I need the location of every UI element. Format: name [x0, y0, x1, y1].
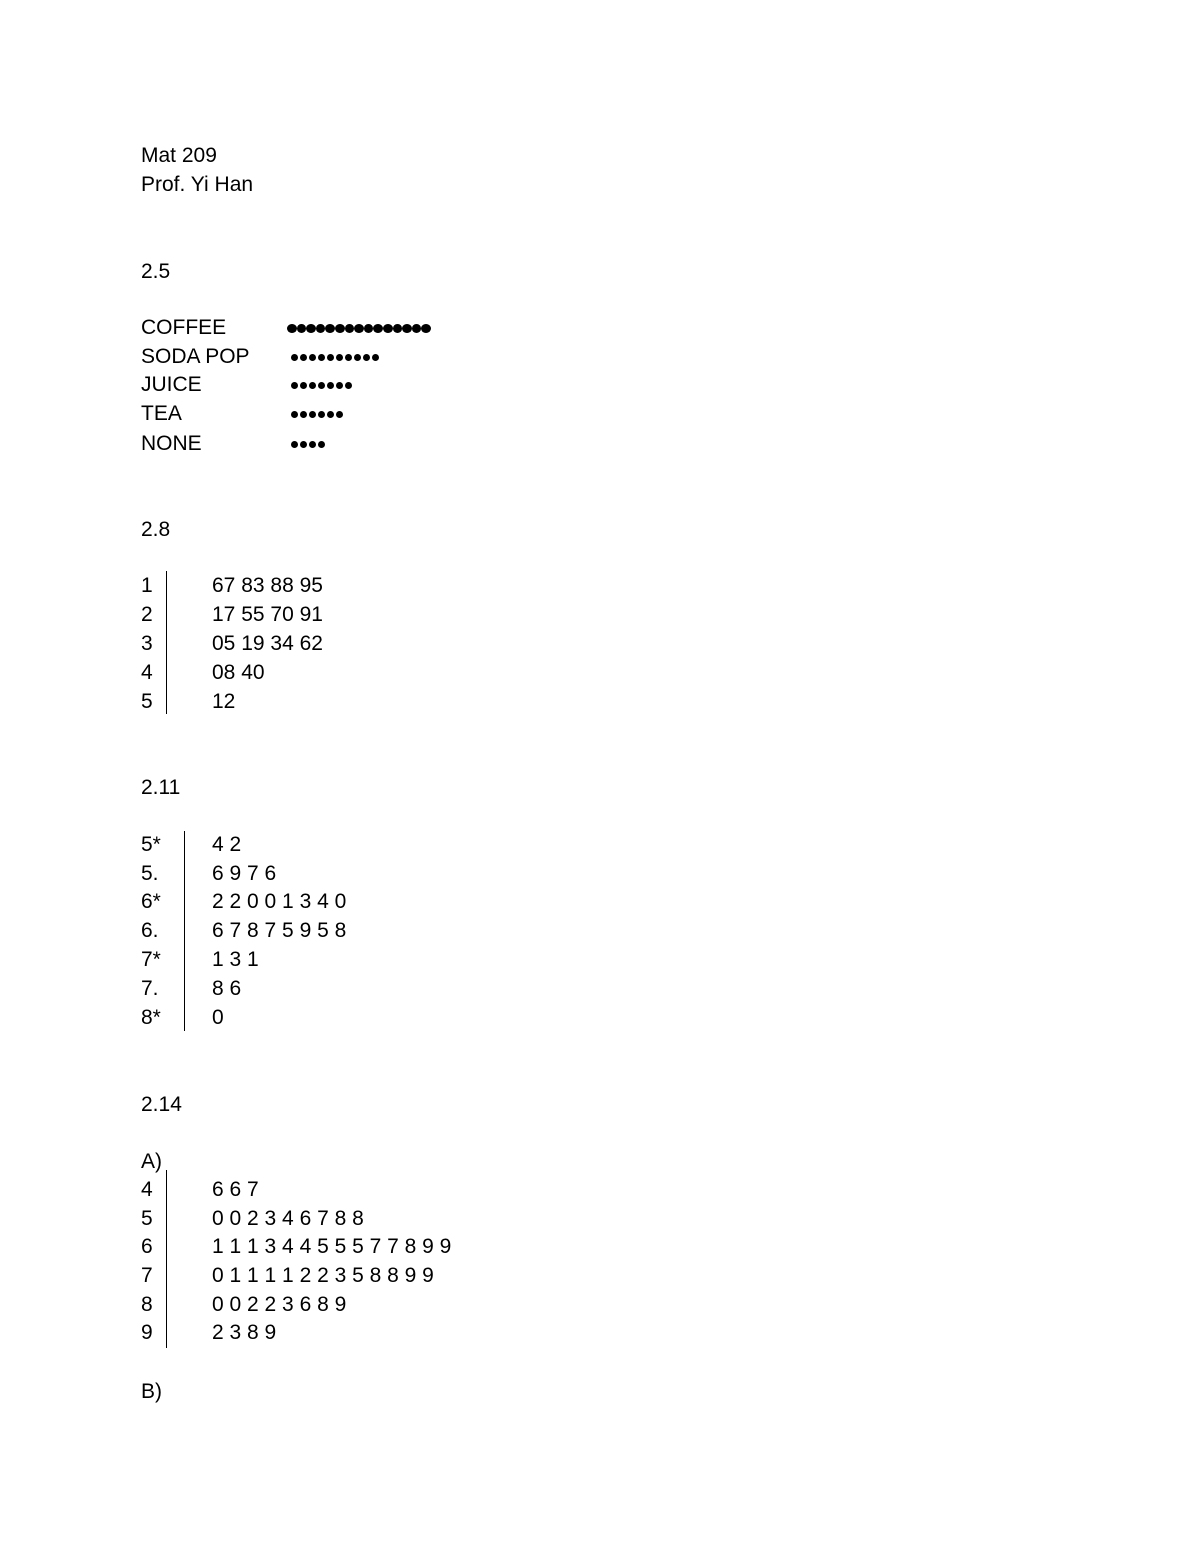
- dot-mark: [421, 324, 431, 333]
- dot-mark: [345, 382, 352, 389]
- dot-plot-label: TEA: [141, 402, 182, 425]
- leaves: 4 2: [212, 833, 242, 856]
- leaves: 0 0 2 2 3 6 8 9: [212, 1293, 347, 1316]
- dot-mark: [300, 411, 307, 418]
- dot-mark: [309, 411, 316, 418]
- dot-mark: [327, 411, 334, 418]
- dot-plot-dots: [287, 314, 431, 342]
- leaves: 67 83 88 95: [212, 574, 323, 597]
- dot-plot-dots: [291, 430, 325, 458]
- dot-mark: [373, 324, 383, 333]
- section-number-2-11: 2.11: [141, 776, 181, 799]
- stem-divider: [184, 831, 185, 1031]
- dot-mark: [402, 324, 412, 333]
- dot-plot-dots: [291, 371, 352, 399]
- leaves: 05 19 34 62: [212, 632, 323, 655]
- leaves: 8 6: [212, 977, 242, 1000]
- dot-mark: [291, 411, 298, 418]
- stem: 7*: [141, 948, 161, 971]
- stem: 6.: [141, 919, 159, 942]
- dot-mark: [318, 411, 325, 418]
- dot-mark: [336, 354, 343, 361]
- stem-divider: [166, 1170, 167, 1348]
- dot-mark: [306, 324, 316, 333]
- stem: 7: [141, 1264, 153, 1287]
- dot-mark: [393, 324, 403, 333]
- dot-plot-dots: [291, 400, 343, 428]
- dot-mark: [327, 354, 334, 361]
- dot-mark: [336, 411, 343, 418]
- leaves: 0 1 1 1 1 2 2 3 5 8 8 9 9: [212, 1264, 434, 1287]
- course-title: Mat 209: [141, 144, 217, 167]
- section-number-2-5: 2.5: [141, 260, 171, 283]
- stem: 1: [141, 574, 153, 597]
- stem: 5*: [141, 833, 161, 856]
- leaves: 6 7 8 7 5 9 5 8: [212, 919, 347, 942]
- dot-mark: [287, 324, 297, 333]
- stem: 8: [141, 1293, 153, 1316]
- leaves: 0 0 2 3 4 6 7 8 8: [212, 1207, 364, 1230]
- dot-mark: [325, 324, 335, 333]
- dot-mark: [335, 324, 345, 333]
- dot-mark: [316, 324, 326, 333]
- dot-mark: [336, 382, 343, 389]
- part-a-label: A): [141, 1150, 162, 1173]
- dot-mark: [318, 382, 325, 389]
- dot-mark: [354, 354, 361, 361]
- dot-mark: [364, 324, 374, 333]
- leaves: 2 3 8 9: [212, 1321, 277, 1344]
- leaves: 17 55 70 91: [212, 603, 323, 626]
- dot-plot-label: JUICE: [141, 373, 202, 396]
- stem-divider: [166, 571, 167, 714]
- dot-mark: [372, 354, 379, 361]
- dot-mark: [291, 354, 298, 361]
- stem: 3: [141, 632, 153, 655]
- dot-mark: [300, 382, 307, 389]
- dot-mark: [412, 324, 422, 333]
- stem: 4: [141, 1178, 153, 1201]
- leaves: 12: [212, 690, 236, 713]
- part-b-label: B): [141, 1380, 162, 1403]
- dot-mark: [309, 441, 316, 448]
- stem: 7.: [141, 977, 159, 1000]
- professor-name: Prof. Yi Han: [141, 173, 254, 196]
- dot-mark: [309, 382, 316, 389]
- dot-plot-label: COFFEE: [141, 316, 227, 339]
- leaves: 2 2 0 0 1 3 4 0: [212, 890, 347, 913]
- stem: 9: [141, 1321, 153, 1344]
- dot-mark: [345, 324, 355, 333]
- dot-mark: [354, 324, 364, 333]
- dot-mark: [345, 354, 352, 361]
- leaves: 1 3 1: [212, 948, 259, 971]
- dot-mark: [318, 354, 325, 361]
- leaves: 6 6 7: [212, 1178, 259, 1201]
- leaves: 0: [212, 1006, 224, 1029]
- dot-plot-label: NONE: [141, 432, 202, 455]
- dot-mark: [309, 354, 316, 361]
- leaves: 1 1 1 3 4 4 5 5 5 7 7 8 9 9: [212, 1235, 452, 1258]
- dot-mark: [291, 441, 298, 448]
- stem: 6: [141, 1235, 153, 1258]
- stem: 8*: [141, 1006, 161, 1029]
- section-number-2-8: 2.8: [141, 518, 171, 541]
- dot-mark: [300, 441, 307, 448]
- dot-mark: [363, 354, 370, 361]
- dot-mark: [291, 382, 298, 389]
- leaves: 08 40: [212, 661, 265, 684]
- dot-mark: [383, 324, 393, 333]
- dot-plot-dots: [291, 343, 379, 371]
- stem: 5: [141, 690, 153, 713]
- dot-plot-label: SODA POP: [141, 345, 250, 368]
- dot-mark: [300, 354, 307, 361]
- stem: 5: [141, 1207, 153, 1230]
- leaves: 6 9 7 6: [212, 862, 277, 885]
- stem: 2: [141, 603, 153, 626]
- section-number-2-14: 2.14: [141, 1093, 182, 1116]
- stem: 4: [141, 661, 153, 684]
- dot-mark: [318, 441, 325, 448]
- dot-mark: [327, 382, 334, 389]
- dot-mark: [297, 324, 307, 333]
- stem: 5.: [141, 862, 159, 885]
- stem: 6*: [141, 890, 161, 913]
